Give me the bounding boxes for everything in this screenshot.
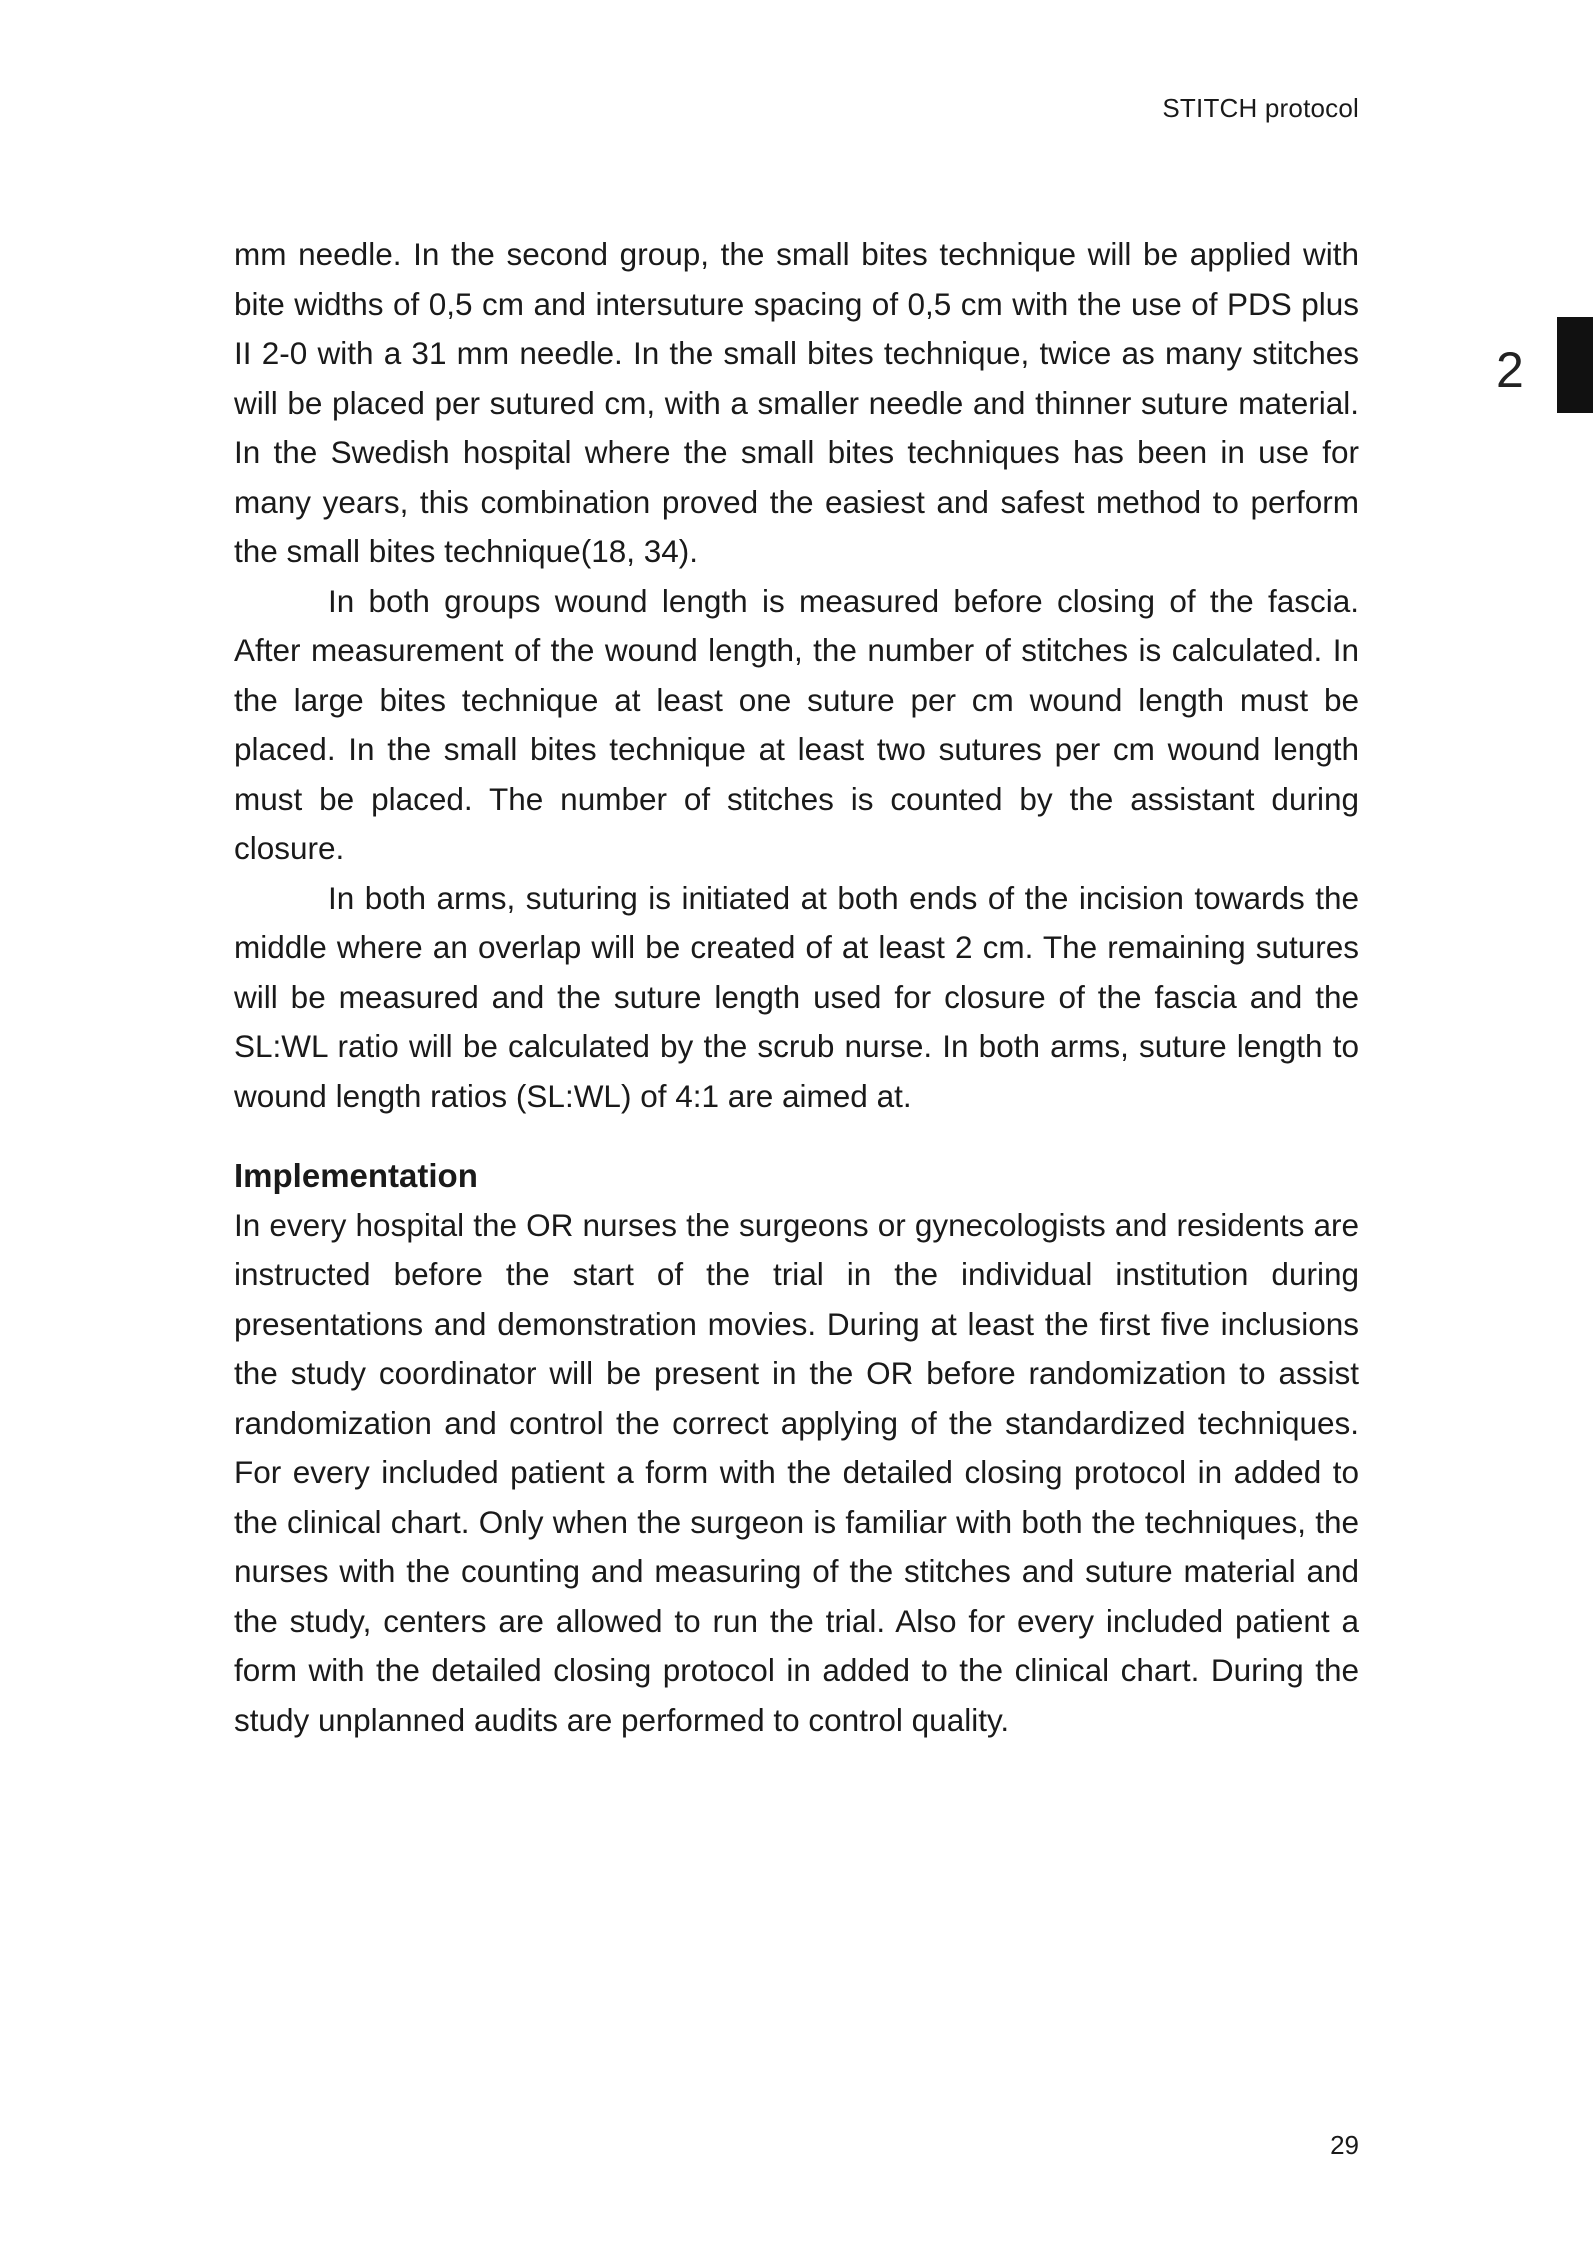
paragraph: In both groups wound length is measured before closing of the fascia. After measurement of the wound length, the number of stitches is calculated. In the large bites technique at least one suture per cm wound length must be placed. In the small bites technique at least two sutures per cm wound length must be placed. The number of stitches is counted by the assistant during closure. bbox=[234, 582, 1359, 866]
page-number: 29 bbox=[1330, 2130, 1359, 2160]
chapter-thumb-tab bbox=[1557, 317, 1593, 413]
paragraph: In every hospital the OR nurses the surgeons or gynecologists and residents are instructed before the start of the trial in the individual institution during presentations and demonstration movies. During at least the first five inclusions the study coordinator will be present in the OR before randomization to assist randomization and control the correct applying of the standardized techniques. For every included patient a form with the detailed closing protocol in added to the clinical chart. Only when the surgeon is familiar with both the techniques, the nurses with the counting and measuring of the stitches and suture material and the study, centers are allowed to run the trial. Also for every included patient a form with the detailed closing protocol in added to the clinical chart. During the study unplanned audits are performed to control quality. bbox=[234, 1206, 1359, 1738]
chapter-number: 2 bbox=[1496, 342, 1524, 398]
section-heading: Implementation bbox=[234, 1157, 478, 1194]
paragraph: In both arms, suturing is initiated at both ends of the incision towards the middle where an overlap will be created of at least 2 cm. The remaining sutures will be measured and the suture length used for closure of the fascia and the SL:WL ratio will be calculated by the scrub nurse. In both arms, suture length to wound length ratios (SL:WL) of 4:1 are aimed at. bbox=[234, 879, 1359, 1114]
running-header: STITCH protocol bbox=[1162, 93, 1359, 123]
main-text bbox=[234, 230, 1359, 1745]
paragraph: mm needle. In the second group, the small bites technique will be applied with bite widths of 0,5 cm and intersuture spacing of 0,5 cm with the use of PDS plus II 2-0 with a 31 mm needle. In the small bites technique, twice as many stitches will be placed per sutured cm, with a smaller needle and thinner suture material. In the Swedish hospital where the small bites techniques has been in use for many years, this combination proved the easiest and safest method to perform the small bites technique(18, 34). bbox=[234, 236, 1359, 569]
